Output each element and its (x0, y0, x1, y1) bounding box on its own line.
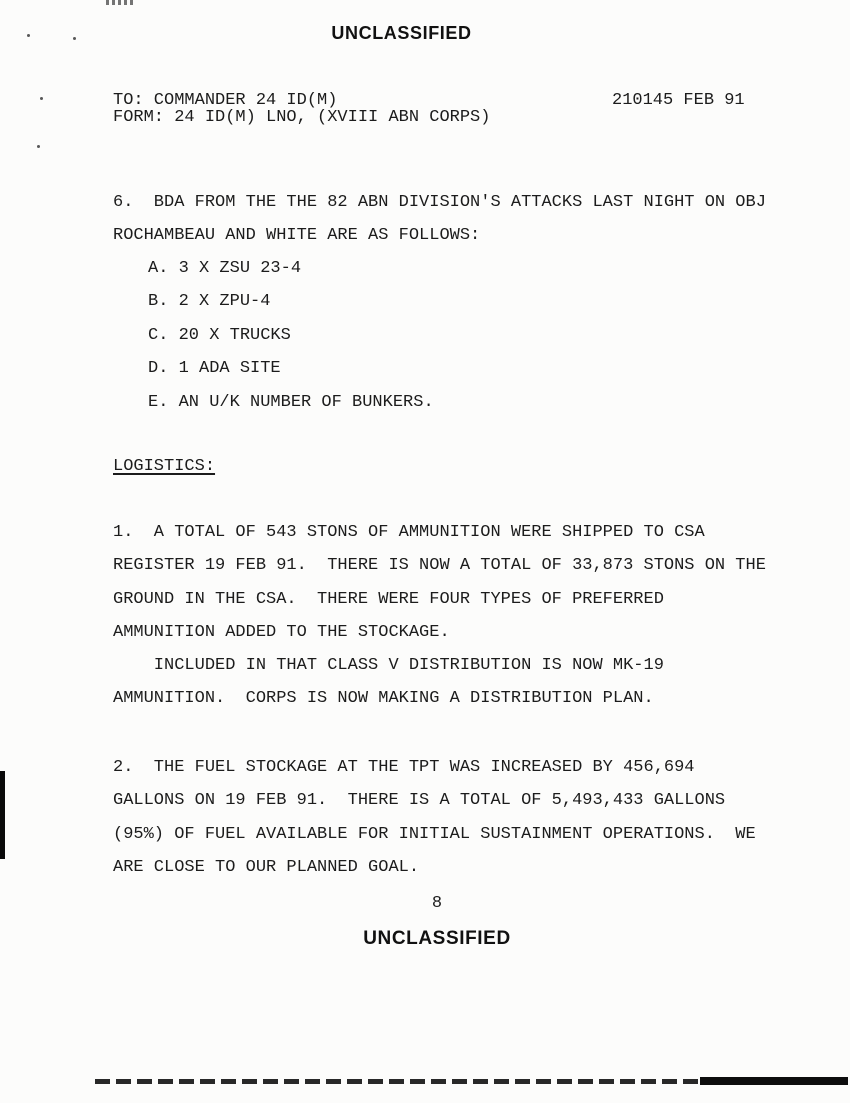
from-line: FORM: 24 ID(M) LNO, (XVIII ABN CORPS) (113, 108, 491, 128)
scan-artifact-dot (73, 37, 76, 40)
scan-artifact-dot (27, 34, 30, 37)
list-item: B. 2 X ZPU-4 (148, 292, 271, 312)
to-line: TO: COMMANDER 24 ID(M) (113, 91, 338, 110)
paragraph-line: 1. A TOTAL OF 543 STONS OF AMMUNITION WERE SHIPPED TO CSA (113, 523, 705, 542)
page-number: 8 (431, 894, 443, 913)
scan-artifact-bottom-solid-line (700, 1077, 848, 1085)
list-item: A. 3 X ZSU 23-4 (148, 259, 302, 278)
scan-artifact-left-bar (0, 771, 5, 859)
paragraph-line: 2. THE FUEL STOCKAGE AT THE TPT WAS INCREASED BY 456,694 (113, 758, 695, 777)
paragraph-logistics-1b (113, 649, 664, 716)
paragraph-logistics-1 (113, 516, 766, 650)
list-item: D. 1 ADA SITE (148, 359, 281, 379)
paragraph-logistics-2 (113, 751, 756, 885)
list-item: C. 20 X TRUCKS (148, 325, 291, 345)
message-header (113, 92, 490, 127)
paragraph-line: AMMUNITION. CORPS IS NOW MAKING A DISTRIBUTION PLAN. (113, 689, 654, 709)
paragraph-line: (95%) OF FUEL AVAILABLE FOR INITIAL SUSTAINMENT OPERATIONS. WE (113, 824, 756, 844)
list-item: E. AN U/K NUMBER OF BUNKERS. (148, 392, 434, 412)
paragraph-line: AMMUNITION ADDED TO THE STOCKAGE. (113, 623, 450, 643)
classification-banner-top: UNCLASSIFIED (331, 23, 472, 43)
datetime-group: 210145 FEB 91 (612, 91, 745, 110)
paragraph-line: GALLONS ON 19 FEB 91. THERE IS A TOTAL OF 5,493,433 GALLONS (113, 791, 726, 811)
bda-item-list (148, 252, 434, 419)
paragraph-line: 6. BDA FROM THE THE 82 ABN DIVISION'S ATTACKS LAST NIGHT ON OBJ (113, 193, 766, 212)
paragraph-line: ARE CLOSE TO OUR PLANNED GOAL. (113, 858, 420, 878)
paragraph-line: INCLUDED IN THAT CLASS V DISTRIBUTION IS NOW MK-19 (113, 656, 664, 675)
scan-artifact-dot (40, 97, 43, 100)
paragraph-bda (113, 186, 766, 253)
paragraph-line: GROUND IN THE CSA. THERE WERE FOUR TYPES OF PREFERRED (113, 589, 664, 609)
classification-banner-bottom: UNCLASSIFIED (363, 928, 511, 949)
paragraph-line: ROCHAMBEAU AND WHITE ARE AS FOLLOWS: (113, 226, 481, 246)
section-heading-logistics: LOGISTICS: (113, 457, 216, 476)
scan-artifact-dot (37, 145, 40, 148)
paragraph-line: REGISTER 19 FEB 91. THERE IS NOW A TOTAL OF 33,873 STONS ON THE (113, 556, 766, 576)
scan-artifact-bottom-dashes (95, 1079, 707, 1084)
scan-artifact-top-smudge (106, 0, 136, 5)
